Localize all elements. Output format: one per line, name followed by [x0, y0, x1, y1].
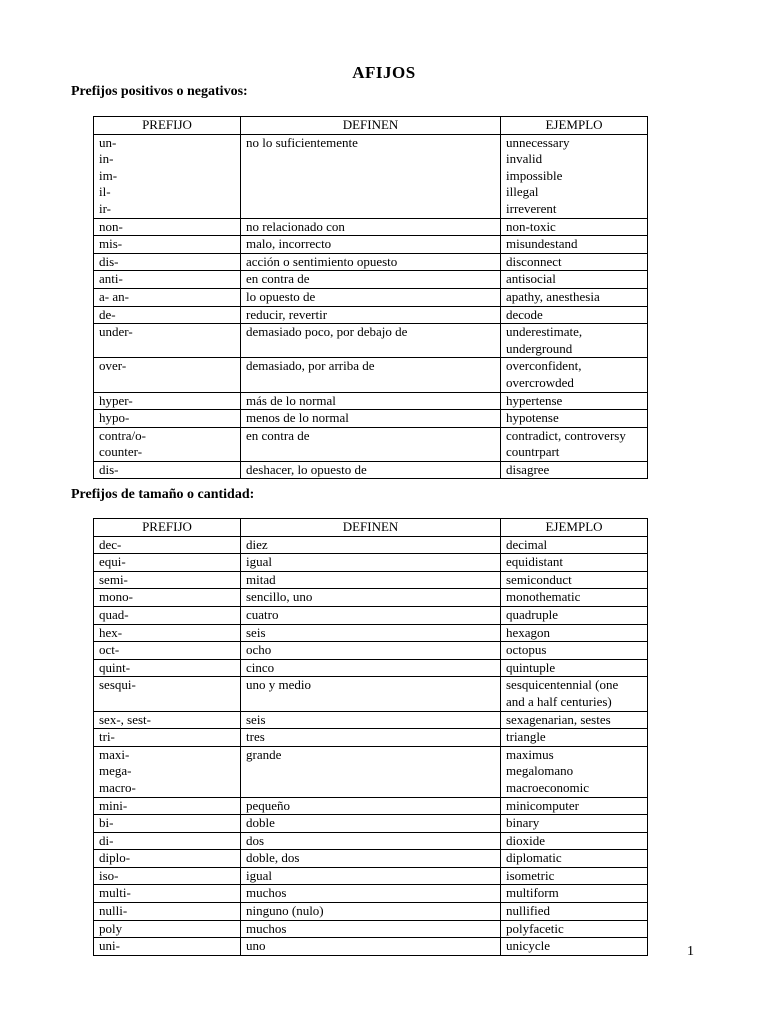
definition-cell: demasiado, por arriba de [241, 358, 501, 392]
table-row [94, 815, 648, 833]
definition-cell: malo, incorrecto [241, 236, 501, 254]
example-cell: apathy, anesthesia [501, 288, 648, 306]
definition-cell: ninguno (nulo) [241, 903, 501, 921]
prefix-cell: diplo- [94, 850, 241, 868]
definition-cell: diez [241, 536, 501, 554]
table-row [94, 358, 648, 392]
prefix-cell: tri- [94, 729, 241, 747]
definition-cell: no lo suficientemente [241, 134, 501, 218]
prefix-cell: un- in- im- il- ir- [94, 134, 241, 218]
document-title: AFIJOS [352, 63, 416, 82]
table-body [94, 536, 648, 955]
example-cell: hypertense [501, 392, 648, 410]
definition-cell: uno [241, 938, 501, 956]
definition-cell: demasiado poco, por debajo de [241, 324, 501, 358]
definition-cell: lo opuesto de [241, 288, 501, 306]
definition-cell: uno y medio [241, 677, 501, 711]
prefix-cell: semi- [94, 571, 241, 589]
definition-cell: grande [241, 746, 501, 797]
column-header-definen: DEFINEN [241, 519, 501, 537]
table-row [94, 903, 648, 921]
prefix-cell: dis- [94, 253, 241, 271]
example-cell: monothematic [501, 589, 648, 607]
example-cell: dioxide [501, 832, 648, 850]
example-cell: underestimate, underground [501, 324, 648, 358]
example-cell: binary [501, 815, 648, 833]
prefix-cell: iso- [94, 867, 241, 885]
example-cell: hexagon [501, 624, 648, 642]
table-row [94, 218, 648, 236]
example-cell: quadruple [501, 606, 648, 624]
example-cell: diplomatic [501, 850, 648, 868]
table-row [94, 589, 648, 607]
table-row [94, 236, 648, 254]
example-cell: hypotense [501, 410, 648, 428]
table-row [94, 920, 648, 938]
section-heading-positive-negative: Prefijos positivos o negativos: [71, 84, 248, 99]
example-cell: polyfacetic [501, 920, 648, 938]
table-row [94, 134, 648, 218]
definition-cell: muchos [241, 885, 501, 903]
definition-cell: doble [241, 815, 501, 833]
definition-cell: igual [241, 554, 501, 572]
prefix-cell: sex-, sest- [94, 711, 241, 729]
definition-cell: doble, dos [241, 850, 501, 868]
definition-cell: pequeño [241, 797, 501, 815]
definition-cell: no relacionado con [241, 218, 501, 236]
definition-cell: deshacer, lo opuesto de [241, 461, 501, 479]
example-cell: disagree [501, 461, 648, 479]
prefix-cell: mini- [94, 797, 241, 815]
definition-cell: muchos [241, 920, 501, 938]
prefix-cell: di- [94, 832, 241, 850]
table-row [94, 324, 648, 358]
definition-cell: reducir, revertir [241, 306, 501, 324]
definition-cell: menos de lo normal [241, 410, 501, 428]
example-cell: unicycle [501, 938, 648, 956]
prefix-cell: anti- [94, 271, 241, 289]
definition-cell: seis [241, 624, 501, 642]
example-cell: overconfident, overcrowded [501, 358, 648, 392]
prefix-cell: maxi- mega- macro- [94, 746, 241, 797]
definition-cell: seis [241, 711, 501, 729]
table-header-row [94, 117, 648, 135]
table-row [94, 729, 648, 747]
definition-cell: igual [241, 867, 501, 885]
definition-cell: cinco [241, 659, 501, 677]
table-row [94, 885, 648, 903]
example-cell: semiconduct [501, 571, 648, 589]
column-header-prefijo: PREFIJO [94, 117, 241, 135]
prefix-cell: quint- [94, 659, 241, 677]
example-cell: non-toxic [501, 218, 648, 236]
definition-cell: tres [241, 729, 501, 747]
example-cell: antisocial [501, 271, 648, 289]
example-cell: sesquicentennial (one and a half centuries) [501, 677, 648, 711]
prefix-cell: mono- [94, 589, 241, 607]
table-header-row [94, 519, 648, 537]
example-cell: minicomputer [501, 797, 648, 815]
prefix-cell: equi- [94, 554, 241, 572]
table-row [94, 867, 648, 885]
table-row [94, 797, 648, 815]
example-cell: decimal [501, 536, 648, 554]
table-row [94, 606, 648, 624]
table-row [94, 624, 648, 642]
table-row [94, 677, 648, 711]
definition-cell: en contra de [241, 271, 501, 289]
table-row [94, 711, 648, 729]
prefix-table-positive-negative [93, 116, 648, 479]
section-heading-size-quantity: Prefijos de tamaño o cantidad: [71, 487, 255, 502]
definition-cell: cuatro [241, 606, 501, 624]
table-row [94, 253, 648, 271]
prefix-cell: dis- [94, 461, 241, 479]
table-row [94, 461, 648, 479]
example-cell: unnecessary invalid impossible illegal irreverent [501, 134, 648, 218]
table-row [94, 659, 648, 677]
example-cell: quintuple [501, 659, 648, 677]
example-cell: contradict, controversy countrpart [501, 427, 648, 461]
table-row [94, 938, 648, 956]
example-cell: octopus [501, 642, 648, 660]
prefix-cell: hypo- [94, 410, 241, 428]
example-cell: triangle [501, 729, 648, 747]
column-header-ejemplo: EJEMPLO [501, 117, 648, 135]
definition-cell: mitad [241, 571, 501, 589]
table-row [94, 850, 648, 868]
definition-cell: en contra de [241, 427, 501, 461]
page-number: 1 [687, 944, 694, 959]
column-header-ejemplo: EJEMPLO [501, 519, 648, 537]
table-row [94, 288, 648, 306]
definition-cell: más de lo normal [241, 392, 501, 410]
table-row [94, 832, 648, 850]
prefix-cell: hex- [94, 624, 241, 642]
prefix-cell: nulli- [94, 903, 241, 921]
prefix-cell: de- [94, 306, 241, 324]
example-cell: nullified [501, 903, 648, 921]
prefix-cell: dec- [94, 536, 241, 554]
prefix-table-size-quantity [93, 518, 648, 956]
example-cell: isometric [501, 867, 648, 885]
definition-cell: dos [241, 832, 501, 850]
table-row [94, 554, 648, 572]
prefix-cell: uni- [94, 938, 241, 956]
example-cell: sexagenarian, sestes [501, 711, 648, 729]
prefix-cell: hyper- [94, 392, 241, 410]
prefix-cell: contra/o- counter- [94, 427, 241, 461]
prefix-cell: under- [94, 324, 241, 358]
example-cell: decode [501, 306, 648, 324]
definition-cell: sencillo, uno [241, 589, 501, 607]
definition-cell: ocho [241, 642, 501, 660]
prefix-cell: non- [94, 218, 241, 236]
table-row [94, 392, 648, 410]
table-row [94, 536, 648, 554]
prefix-cell: sesqui- [94, 677, 241, 711]
example-cell: maximus megalomano macroeconomic [501, 746, 648, 797]
prefix-cell: a- an- [94, 288, 241, 306]
table-body [94, 134, 648, 479]
table-row [94, 746, 648, 797]
table-row [94, 271, 648, 289]
table-row [94, 642, 648, 660]
table-row [94, 306, 648, 324]
prefix-cell: multi- [94, 885, 241, 903]
example-cell: equidistant [501, 554, 648, 572]
table-row [94, 427, 648, 461]
column-header-definen: DEFINEN [241, 117, 501, 135]
example-cell: misundestand [501, 236, 648, 254]
prefix-cell: over- [94, 358, 241, 392]
prefix-cell: bi- [94, 815, 241, 833]
prefix-cell: mis- [94, 236, 241, 254]
table-row [94, 410, 648, 428]
prefix-cell: quad- [94, 606, 241, 624]
example-cell: disconnect [501, 253, 648, 271]
table-row [94, 571, 648, 589]
prefix-cell: poly [94, 920, 241, 938]
definition-cell: acción o sentimiento opuesto [241, 253, 501, 271]
example-cell: multiform [501, 885, 648, 903]
prefix-cell: oct- [94, 642, 241, 660]
column-header-prefijo: PREFIJO [94, 519, 241, 537]
